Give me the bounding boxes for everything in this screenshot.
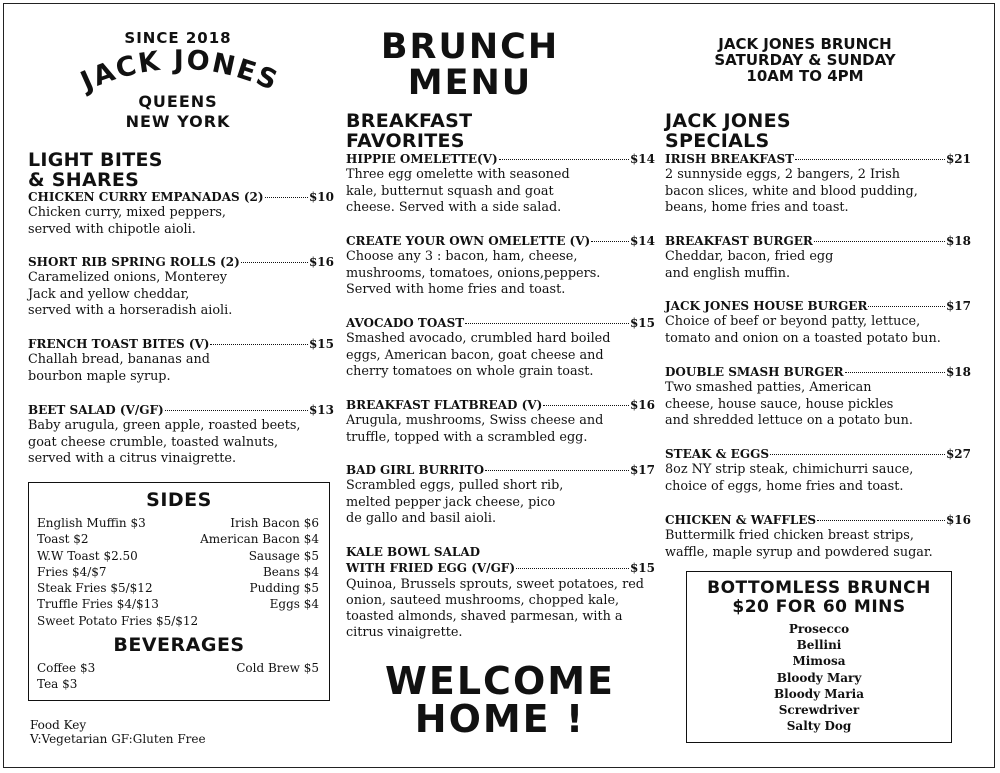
sides-left-column xyxy=(37,515,198,629)
item-name: CHICKEN & WAFFLES xyxy=(665,513,817,527)
hours-line2: SATURDAY & SUNDAY xyxy=(714,51,896,69)
item-price: $15 xyxy=(629,561,655,576)
hours-line3: 10AM TO 4PM xyxy=(746,67,864,85)
bottomless-brunch-box xyxy=(686,571,952,743)
item-description: Chicken curry, mixed peppers, served with chipotle aioli. xyxy=(28,205,226,237)
beverages-list xyxy=(29,656,329,693)
bottomless-title xyxy=(687,579,951,617)
beverage-item: Coffee $3 xyxy=(37,661,96,676)
item-price: $13 xyxy=(308,403,334,417)
side-item: Irish Bacon $6 xyxy=(230,516,319,530)
item-name: AVOCADO TOAST xyxy=(346,316,465,330)
hours-line1: JACK JONES BRUNCH xyxy=(718,35,892,53)
page-title xyxy=(370,27,570,103)
side-item: English Muffin $3 xyxy=(37,516,146,530)
item-name: HIPPIE OMELETTE(V) xyxy=(346,152,498,166)
item-name: CREATE YOUR OWN OMELETTE (V) xyxy=(346,234,591,248)
item-price: $18 xyxy=(945,365,971,379)
item-price: $16 xyxy=(629,398,655,412)
side-item: Sausage $5 xyxy=(248,548,319,563)
item-description: Choice of beef or beyond patty, lettuce, tomato and onion on a toasted potato bun. xyxy=(665,314,941,346)
beverage-item: Tea $3 xyxy=(37,677,78,692)
item-price: $18 xyxy=(945,234,971,248)
specials-title-line2: SPECIALS xyxy=(665,130,770,152)
food-key xyxy=(30,718,206,746)
light-bites-title xyxy=(28,150,163,190)
item-description: Buttermilk fried chicken breast strips, waffle, maple syrup and powdered sugar. xyxy=(665,528,933,560)
beverages-right-column xyxy=(236,660,319,693)
item-description: 8oz NY strip steak, chimichurri sauce, choice of eggs, home fries and toast. xyxy=(665,462,914,494)
item-price: $27 xyxy=(945,447,971,461)
menu-item-create-omelette xyxy=(346,233,655,298)
item-description: Cheddar, bacon, fried egg and english muffin. xyxy=(665,249,834,281)
side-item: Pudding $5 xyxy=(249,581,319,596)
item-description: Challah bread, bananas and bourbon maple syrup. xyxy=(28,352,210,384)
item-price: $17 xyxy=(629,463,655,477)
specials-title xyxy=(665,111,791,151)
item-price: $15 xyxy=(308,337,334,351)
menu-item-house-burger xyxy=(665,298,971,347)
side-item: Fries $4/$7 xyxy=(37,564,107,579)
bottomless-drinks-list xyxy=(687,621,951,734)
menu-item-spring-rolls xyxy=(28,254,334,319)
item-price: $16 xyxy=(945,513,971,527)
item-price: $15 xyxy=(629,316,655,330)
menu-item-avocado-toast xyxy=(346,315,655,380)
item-name: BREAKFAST BURGER xyxy=(665,234,813,248)
light-bites-title-line2: & SHARES xyxy=(28,169,140,191)
side-item: Eggs $4 xyxy=(269,597,319,612)
item-description: Caramelized onions, Monterey Jack and yellow cheddar, served with a horseradish aioli. xyxy=(28,270,233,318)
item-description: Smashed avocado, crumbled hard boiled eggs, American bacon, goat cheese and cherry tomatoes on whole grain toast. xyxy=(346,331,611,379)
drink-item: Bellini xyxy=(796,638,842,653)
side-item: W.W Toast $2.50 xyxy=(37,548,138,563)
drink-item: Mimosa xyxy=(792,654,846,669)
menu-item-bad-girl-burrito xyxy=(346,462,655,527)
item-name: STEAK & EGGS xyxy=(665,447,769,461)
svg-text:JACK JONES xyxy=(74,45,283,99)
item-price: $21 xyxy=(945,152,971,166)
drink-item: Bloody Mary xyxy=(776,670,862,685)
item-description: Arugula, mushrooms, Swiss cheese and truffle, topped with a scrambled egg. xyxy=(346,413,604,445)
side-item: Steak Fries $5/$12 xyxy=(37,581,153,596)
menu-item-hippie-omelette xyxy=(346,151,655,216)
breakfast-title-line2: FAVORITES xyxy=(346,130,465,152)
welcome-line1: WELCOME xyxy=(384,659,616,703)
brand-since: SINCE 2018 xyxy=(124,29,232,47)
bottomless-title-line1: BOTTOMLESS BRUNCH xyxy=(707,578,931,598)
item-name: BREAKFAST FLATBREAD (V) xyxy=(346,398,543,412)
item-description: Choose any 3 : bacon, ham, cheese, mushrooms, tomatoes, onions,peppers. Served with home fries and toast. xyxy=(346,249,601,297)
item-price: $14 xyxy=(629,234,655,248)
item-price: $14 xyxy=(629,152,655,166)
menu-item-breakfast-burger xyxy=(665,233,971,282)
item-name: SHORT RIB SPRING ROLLS (2) xyxy=(28,255,240,269)
beverages-left-column xyxy=(37,660,95,693)
side-item: Truffle Fries $4/$13 xyxy=(37,597,159,612)
breakfast-title-line1: BREAKFAST xyxy=(346,110,473,132)
menu-item-steak-and-eggs xyxy=(665,446,971,495)
side-item: Beans $4 xyxy=(262,564,319,579)
item-description: Two smashed patties, American cheese, house sauce, house pickles and shredded lettuce on a potato bun. xyxy=(665,380,913,428)
item-description: Baby arugula, green apple, roasted beets, goat cheese crumble, toasted walnuts, served with a citrus vinaigrette. xyxy=(28,418,301,466)
item-price: $16 xyxy=(308,255,334,269)
item-name: CHICKEN CURRY EMPANADAS (2) xyxy=(28,190,264,204)
title-line1: BRUNCH xyxy=(380,27,560,67)
beverages-title: BEVERAGES xyxy=(113,634,245,657)
brand-name: JACK JONES xyxy=(76,44,284,98)
item-price: $17 xyxy=(945,299,971,313)
menu-item-double-smash-burger xyxy=(665,364,971,429)
drink-item: Bloody Maria xyxy=(774,686,864,701)
sides-list xyxy=(29,511,329,629)
menu-item-kale-bowl xyxy=(346,544,655,642)
welcome-line2: HOME ! xyxy=(414,697,586,741)
side-item: Toast $2 xyxy=(37,532,89,547)
sides-title: SIDES xyxy=(146,489,212,511)
menu-item-french-toast-bites xyxy=(28,336,334,385)
drink-item: Salty Dog xyxy=(786,719,852,734)
item-description: Scrambled eggs, pulled short rib, melted pepper jack cheese, pico de gallo and basil aioli. xyxy=(346,478,564,526)
light-bites-title-line1: LIGHT BITES xyxy=(28,149,163,171)
title-line2: MENU xyxy=(407,63,533,103)
item-name: FRENCH TOAST BITES (V) xyxy=(28,337,210,351)
item-description: Quinoa, Brussels sprouts, sweet potatoes, red onion, sauteed mushrooms, chopped kale, toasted almonds, shaved parmesan, with a citrus vinaigrette. xyxy=(346,576,644,641)
item-description: 2 sunnyside eggs, 2 bangers, 2 Irish bacon slices, white and blood pudding, beans, home fries and toast. xyxy=(665,167,918,215)
bottomless-title-line2: $20 FOR 60 MINS xyxy=(732,597,906,617)
food-key-text: V:Vegetarian GF:Gluten Free xyxy=(30,732,206,746)
sides-right-column xyxy=(200,515,319,629)
drink-item: Screwdriver xyxy=(778,703,860,718)
menu-item-breakfast-flatbread xyxy=(346,397,655,446)
sides-box xyxy=(28,482,330,701)
item-name: BAD GIRL BURRITO xyxy=(346,463,485,477)
food-key-title: Food Key xyxy=(30,718,87,732)
hours-block xyxy=(680,36,930,84)
item-description: Three egg omelette with seasoned kale, butternut squash and goat cheese. Served with a side salad. xyxy=(346,167,570,215)
beverage-item: Cold Brew $5 xyxy=(236,661,319,676)
item-name: DOUBLE SMASH BURGER xyxy=(665,365,844,379)
menu-item-irish-breakfast xyxy=(665,151,971,216)
brand-city: QUEENS xyxy=(138,92,218,111)
item-name: JACK JONES HOUSE BURGER xyxy=(665,299,868,313)
brand-state: NEW YORK xyxy=(125,112,231,131)
breakfast-title xyxy=(346,111,472,151)
item-name: IRISH BREAKFAST xyxy=(665,152,795,166)
welcome-message xyxy=(360,659,640,741)
drink-item: Prosecco xyxy=(788,622,850,636)
item-name: WITH FRIED EGG (V/GF) xyxy=(346,561,516,576)
item-name-line1: KALE BOWL SALAD xyxy=(346,545,481,559)
specials-title-line1: JACK JONES xyxy=(665,110,791,132)
item-name: BEET SALAD (V/GF) xyxy=(28,403,164,417)
side-item: Sweet Potato Fries $5/$12 xyxy=(37,613,199,628)
menu-item-beet-salad xyxy=(28,402,334,467)
menu-item-chicken-and-waffles xyxy=(665,512,971,561)
side-item: American Bacon $4 xyxy=(200,532,319,547)
menu-item-empanadas xyxy=(28,189,334,238)
item-price: $10 xyxy=(308,190,334,204)
